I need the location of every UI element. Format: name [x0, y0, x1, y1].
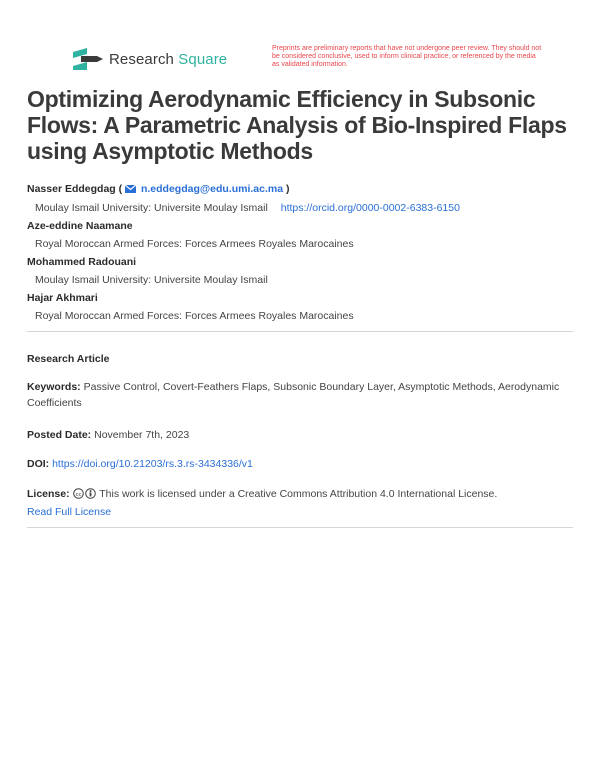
research-square-logo-icon — [73, 48, 103, 70]
preprint-notice: Preprints are preliminary reports that have not undergone peer review. They should not be considered conclusive, used to inform clinical practice, or referenced by the media as validated information. — [272, 45, 542, 68]
author-entry — [27, 253, 577, 289]
creative-commons-icon — [73, 488, 97, 504]
divider — [27, 331, 573, 332]
doi-label: DOI: — [27, 458, 50, 470]
author-list — [27, 180, 577, 325]
author-name: Aze-eddine Naamane — [27, 220, 133, 232]
research-square-logo[interactable] — [73, 48, 227, 70]
paper-title: Optimizing Aerodynamic Efficiency in Subsonic Flows: A Parametric Analysis of Bio-Inspired Flaps using Asymptotic Methods — [27, 86, 567, 164]
author-affiliation: Moulay Ismail University: Universite Moulay Ismail https://orcid.org/0000-0002-6383-6150 — [35, 202, 460, 214]
posted-date-value: November 7th, 2023 — [94, 429, 190, 441]
read-full-license-link[interactable]: Read Full License — [27, 506, 112, 518]
doi-link[interactable]: https://doi.org/10.21203/rs.3.rs-3434336/v1 — [52, 458, 253, 470]
orcid-link[interactable]: https://orcid.org/0000-0002-6383-6150 — [280, 202, 460, 214]
divider — [27, 527, 573, 528]
author-name: Mohammed Radouani — [27, 256, 137, 268]
doi — [27, 456, 577, 472]
author-name: Hajar Akhmari — [27, 292, 98, 304]
keywords — [27, 379, 577, 411]
license-text: This work is licensed under a Creative Commons Attribution 4.0 International License. — [99, 488, 498, 500]
author-affiliation: Moulay Ismail University: Universite Moulay Ismail — [35, 274, 268, 286]
author-email-link[interactable]: n.eddegdag@edu.umi.ac.ma — [140, 183, 284, 195]
author-affiliation: Royal Moroccan Armed Forces: Forces Armees Royales Marocaines — [35, 238, 354, 250]
keywords-value: Passive Control, Covert-Feathers Flaps, Subsonic Boundary Layer, Asymptotic Methods, Aerodynamic Coefficients — [27, 381, 560, 409]
keywords-label: Keywords: — [27, 381, 81, 393]
posted-date-label: Posted Date: — [27, 429, 92, 441]
logo-text: Research Square — [109, 50, 228, 68]
author-affiliation: Royal Moroccan Armed Forces: Forces Armees Royales Marocaines — [35, 310, 354, 322]
author-entry — [27, 289, 577, 325]
mail-icon — [125, 181, 136, 199]
author-name: Nasser Eddegdag ( n.eddegdag@edu.umi.ac.ma ) — [27, 180, 577, 199]
license — [27, 486, 577, 520]
author-entry — [27, 180, 577, 217]
article-type: Research Article — [27, 353, 110, 365]
author-entry — [27, 217, 577, 253]
svg-text:cc: cc — [75, 491, 82, 498]
license-label: License: — [27, 488, 70, 500]
posted-date — [27, 427, 577, 443]
